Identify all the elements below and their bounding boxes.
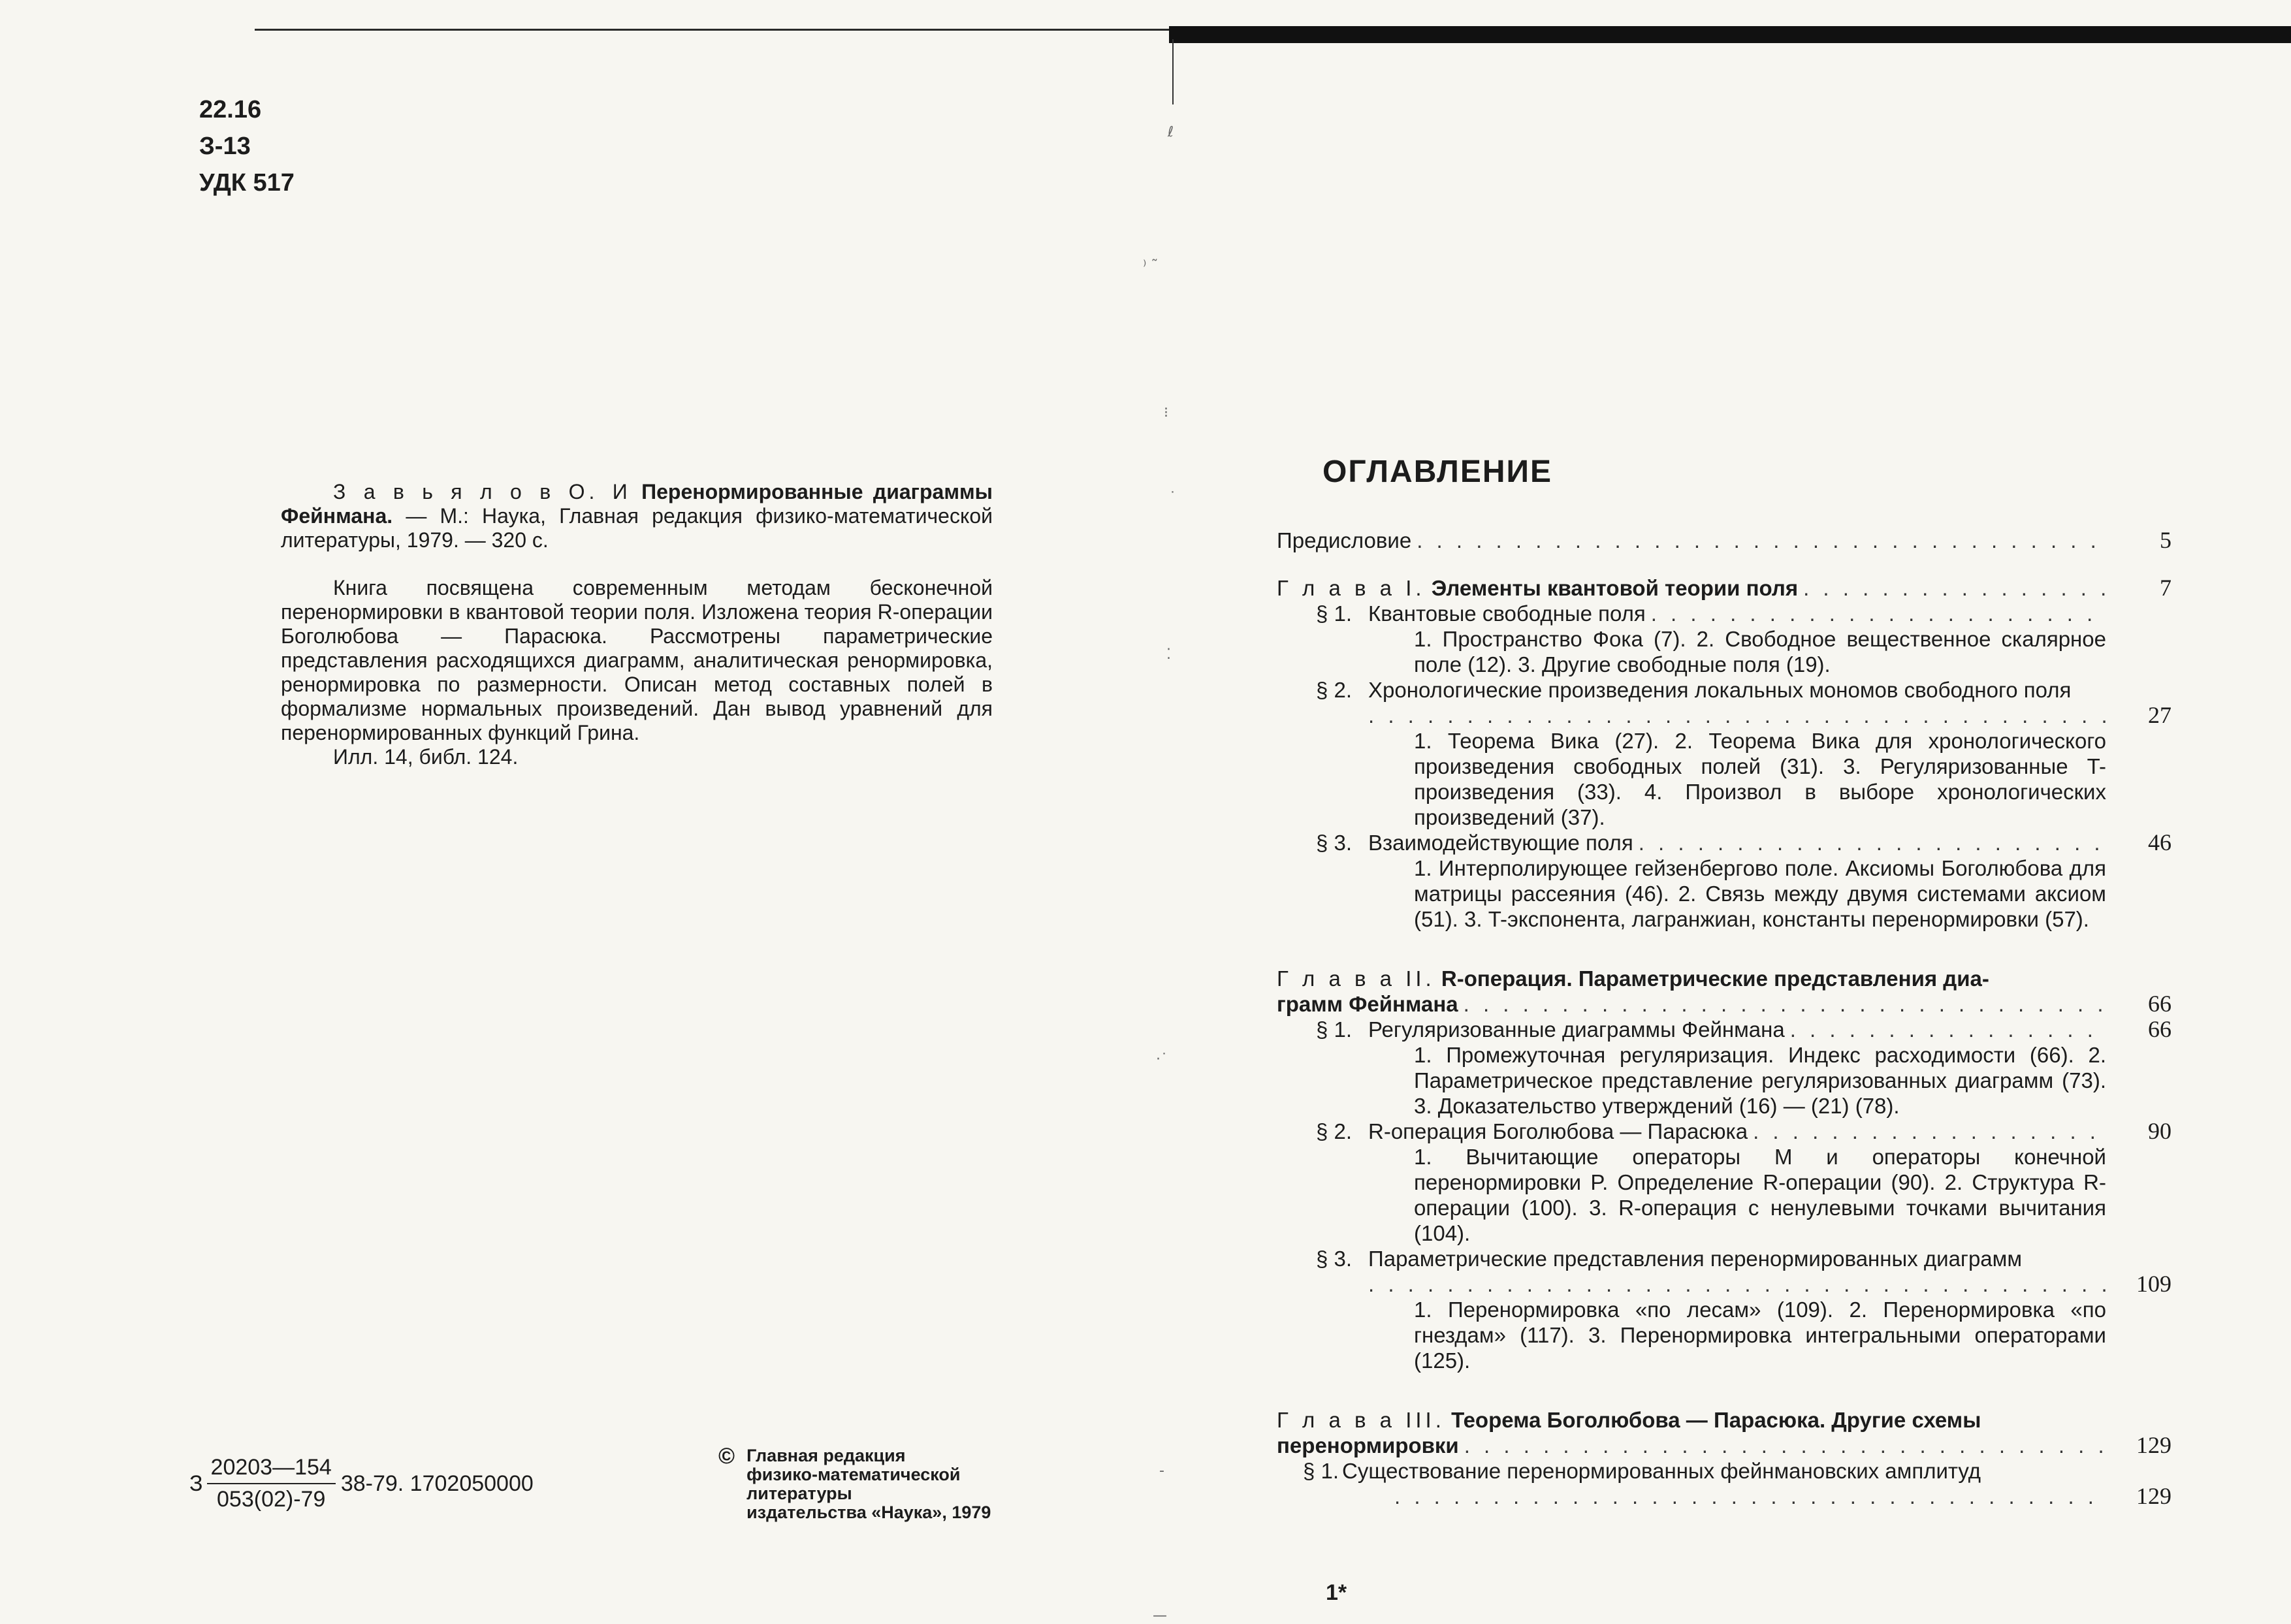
author-sign: З-13 [199, 133, 251, 160]
annotation: Книга посвящена современным методам бесконечной перенормировки в квантовой теории поля. Изложена теория R-операции Боголюбова — Парасюка. Рассмотрены параметрические представления расходящихся диаграмм, аналитическая ренормировка, ренормировка по размерности. Описан метод составных полей в формализме нормальных произведений. Дан вывод уравнений для перенормированных функций Грина. [281, 576, 993, 744]
section-number: § 2. [1316, 1119, 1353, 1143]
dot-leader [1417, 528, 2107, 553]
bibliographic-record [281, 480, 993, 769]
dot-leader [1803, 575, 2107, 601]
section-number: § 1. [1303, 1459, 1339, 1483]
section-title: Существование перенормированных фейнмановских амплитуд [1342, 1459, 1981, 1483]
copyright-icon: © [718, 1444, 735, 1469]
toc-chapter-1 [1277, 575, 2171, 932]
page-number: 90 [2148, 1118, 2171, 1144]
section-number: § 3. [1316, 831, 1353, 855]
code-denominator: 053(02)-79 [217, 1487, 326, 1512]
code-prefix: З [189, 1471, 203, 1496]
contents-title: ОГЛАВЛЕНИЕ [1322, 454, 1553, 489]
catalog-code [189, 1455, 534, 1512]
chapter-prefix: Г л а в а I. [1277, 576, 1426, 600]
toc-entry-chapter[interactable] [1277, 1407, 2171, 1458]
page-number: 66 [2148, 1016, 2171, 1042]
book-title: Перенормированные диаграммы Фейнмана. [281, 480, 993, 528]
scan-speck: ‐ [1159, 1463, 1164, 1479]
section-number: § 3. [1316, 1247, 1353, 1271]
section-heading [1316, 1119, 1748, 1144]
section-title: R-операция Боголюбова — Парасюка [1368, 1119, 1748, 1143]
imprint: — М.: Наука, Главная редакция физико-математической литературы, 1979. — 320 с. [281, 504, 993, 552]
section-number: § 1. [1316, 601, 1353, 626]
scan-speck: ⁾ ˜ [1143, 258, 1159, 274]
section-title: Регуляризованные диаграммы Фейнмана [1368, 1017, 1785, 1042]
toc-chapter-2 [1277, 966, 2171, 1373]
table-of-contents [1277, 528, 2171, 1509]
section-description: 1. Пространство Фока (7). 2. Свободное вещественное скалярное поле (12). 3. Другие свободные поля (19). [1414, 627, 2106, 677]
toc-section[interactable] [1316, 601, 2171, 677]
section-heading [1316, 601, 1646, 626]
section-title: Квантовые свободные поля [1368, 601, 1646, 626]
dot-leader [1753, 1119, 2107, 1144]
toc-entry-chapter[interactable] [1277, 575, 2171, 601]
copyright-line: физико-математической [746, 1465, 961, 1484]
section-title: Параметрические представления перенормированных диаграмм [1368, 1247, 2023, 1271]
toc-section[interactable] [1316, 1017, 2171, 1119]
signature-mark: 1* [1326, 1580, 1347, 1605]
page-number: 7 [2160, 575, 2171, 601]
top-black-bar [1169, 26, 2291, 43]
copyright-line: литературы [746, 1484, 852, 1503]
scan-speck: ⁚ [1166, 646, 1171, 663]
section-number: § 2. [1316, 678, 1353, 702]
section-heading [1316, 830, 1633, 855]
toc-section[interactable] [1303, 1458, 2171, 1509]
section-description: 1. Интерполирующее гейзенбергово поле. Аксиомы Боголюбова для матрицы рассеяния (46). 2. Связь между двумя системами аксиом (51). 3. T-экспонента, лагранжиан, константы перенормировки (57). [1414, 856, 2106, 931]
chapter-title: Элементы квантовой теории поля [1431, 576, 1799, 600]
code-suffix: 38-79. 1702050000 [340, 1471, 534, 1496]
section-description: 1. Промежуточная регуляризация. Индекс расходимости (66). 2. Параметрическое представление регуляризованных диаграмм (73). 3. Доказательство утверждений (16) — (21) (78). [1414, 1043, 2106, 1118]
toc-section[interactable] [1316, 677, 2171, 830]
copyright-line: Главная редакция [746, 1446, 906, 1465]
page-number: 109 [2136, 1271, 2171, 1297]
chapter-heading [1277, 966, 2113, 991]
chapter-heading [1277, 575, 1798, 601]
toc-entry-preface[interactable] [1277, 528, 2171, 553]
dot-leader [1368, 1271, 2107, 1297]
scan-speck: ⁝ [1164, 405, 1168, 421]
page-number: 66 [2148, 991, 2171, 1017]
scan-speck: ℓ [1168, 124, 1174, 140]
toc-section[interactable] [1316, 1119, 2171, 1246]
code-fraction [207, 1455, 336, 1512]
gutter-line [1172, 39, 1174, 104]
scan-speck: — [1153, 1608, 1167, 1624]
copyright-block [718, 1446, 991, 1522]
dot-leader [1368, 703, 2107, 728]
bbk-code: 22.16 [199, 96, 262, 123]
dot-leader [1651, 601, 2107, 626]
classification-codes [199, 91, 295, 201]
dot-leader [1790, 1017, 2107, 1042]
dot-leader [1464, 991, 2107, 1017]
dot-leader [1394, 1484, 2107, 1509]
chapter-title: Теорема Боголюбова — Парасюка. Другие схемы [1451, 1408, 1981, 1432]
copyright-line: издательства «Наука», 1979 [746, 1503, 991, 1522]
chapter-heading [1277, 1407, 2113, 1433]
page-number: 5 [2160, 527, 2171, 553]
chapter-title-cont: грамм Фейнмана [1277, 992, 1458, 1016]
page-number: 46 [2148, 829, 2171, 855]
dot-leader [1464, 1433, 2107, 1458]
page-number: 129 [2136, 1483, 2171, 1509]
top-rule [255, 29, 1169, 31]
chapter-prefix: Г л а в а II. [1277, 966, 1435, 991]
section-description: 1. Вычитающие операторы M и операторы конечной перенормировки P. Определение R-операции (90). 2. Структура R-операции (100). 3. R-операция с ненулевыми точками вычитания (104). [1414, 1145, 2106, 1245]
section-title: Взаимодействующие поля [1368, 831, 1633, 855]
code-numerator: 20203—154 [207, 1455, 336, 1484]
page-number: 129 [2136, 1432, 2171, 1458]
section-description: 1. Теорема Вика (27). 2. Теорема Вика для хронологического произведения свободных полей (31). 3. Регуляризованные T-произведения (33). 4. Произвол в выборе хронологических произведений (37). [1414, 729, 2106, 829]
author-name: З а в ь я л о в О. И [333, 480, 632, 503]
illustrations-note: Илл. 14, библ. 124. [333, 745, 519, 769]
toc-entry-label: Предисловие [1277, 528, 1412, 552]
dot-leader [1639, 830, 2107, 855]
section-description: 1. Перенормировка «по лесам» (109). 2. Перенормировка «по гнездам» (117). 3. Перенормировка интегральными операторами (125). [1414, 1298, 2106, 1373]
section-number: § 1. [1316, 1017, 1353, 1042]
citation [281, 480, 993, 552]
scan-speck: ·˙ [1156, 1051, 1168, 1068]
udc-code: УДК 517 [199, 169, 295, 197]
page-number: 27 [2148, 702, 2171, 728]
toc-section[interactable] [1316, 1246, 2171, 1373]
scan-speck: ˙ [1169, 490, 1176, 506]
toc-section[interactable] [1316, 830, 2171, 932]
section-title: Хронологические произведения локальных мономов свободного поля [1368, 678, 2072, 702]
chapter-prefix: Г л а в а III. [1277, 1408, 1445, 1432]
toc-entry-chapter[interactable] [1277, 966, 2171, 1017]
chapter-title-cont: перенормировки [1277, 1433, 1459, 1457]
chapter-title: R-операция. Параметрические представления диа- [1441, 966, 1989, 991]
toc-chapter-3 [1277, 1407, 2171, 1509]
section-heading [1316, 1017, 1785, 1042]
